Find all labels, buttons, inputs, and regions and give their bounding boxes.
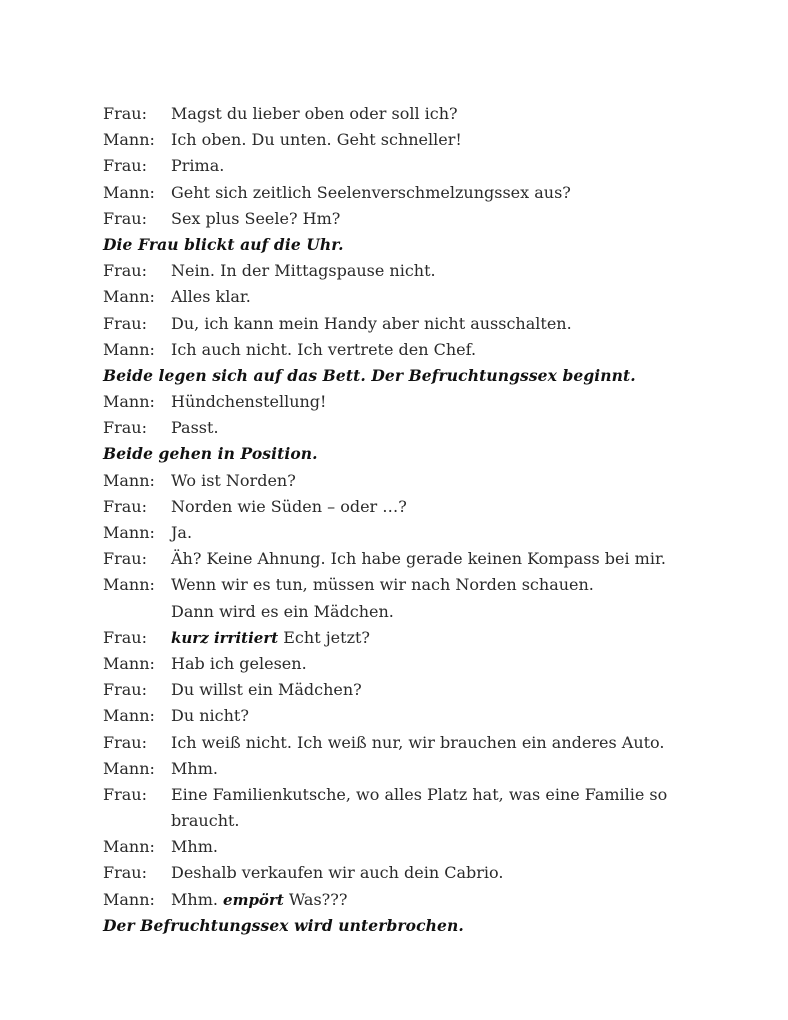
speaker-label: Frau:	[103, 680, 147, 700]
speech	[171, 101, 458, 127]
speech-text: Du willst ein Mädchen?	[171, 680, 362, 700]
speech	[171, 651, 307, 677]
dialogue-line	[103, 337, 703, 363]
speaker-label: Mann:	[103, 287, 155, 307]
speech-text: Was???	[283, 889, 348, 909]
speaker-label: Mann:	[103, 758, 155, 778]
stage-direction	[103, 913, 703, 939]
speech	[171, 468, 296, 494]
speech-text: Eine Familienkutsche, wo alles Platz hat, was eine Familie so	[171, 784, 668, 804]
dialogue-line	[103, 572, 703, 598]
dialogue-line	[103, 258, 703, 284]
speech	[171, 730, 665, 756]
speech	[171, 808, 240, 834]
speaker-label: Frau:	[103, 261, 147, 281]
speech-text: Wo ist Norden?	[171, 470, 296, 490]
stage-direction	[103, 232, 703, 258]
dialogue-line	[103, 808, 703, 834]
inline-stage-direction: empört	[223, 890, 284, 909]
dialogue-line	[103, 206, 703, 232]
dialogue-line	[103, 834, 703, 860]
speech-text: Wenn wir es tun, müssen wir nach Norden schauen.	[171, 575, 594, 595]
speech	[171, 887, 347, 913]
dialogue-line	[103, 730, 703, 756]
speech-text: Du nicht?	[171, 706, 249, 726]
speech	[171, 311, 572, 337]
speech	[171, 834, 218, 860]
speaker-label: Frau:	[103, 418, 147, 438]
speaker-label: Frau:	[103, 313, 147, 333]
speech	[171, 389, 326, 415]
speech	[171, 860, 503, 886]
speech	[171, 782, 667, 808]
dialogue-line	[103, 180, 703, 206]
speaker-label: Frau:	[103, 496, 147, 516]
speaker-label: Frau:	[103, 732, 147, 752]
speech-text: Äh? Keine Ahnung. Ich habe gerade keinen Kompass bei mir.	[171, 549, 666, 569]
speech	[171, 677, 362, 703]
speech	[171, 284, 251, 310]
dialogue-line	[103, 127, 703, 153]
dialogue-line	[103, 311, 703, 337]
speech-text: Passt.	[171, 418, 219, 438]
dialogue-line	[103, 756, 703, 782]
dialogue-line	[103, 625, 703, 651]
dialogue-line	[103, 651, 703, 677]
speaker-label: Mann:	[103, 470, 155, 490]
speech	[171, 127, 462, 153]
speech-text: Deshalb verkaufen wir auch dein Cabrio.	[171, 863, 504, 883]
speech-text: Prima.	[171, 156, 225, 176]
dialogue-line	[103, 520, 703, 546]
speaker-label: Frau:	[103, 784, 147, 804]
speech	[171, 206, 340, 232]
dialogue-line	[103, 546, 703, 572]
script-page	[103, 101, 703, 939]
dialogue-line	[103, 153, 703, 179]
speech-text: Nein. In der Mittagspause nicht.	[171, 261, 436, 281]
speaker-label: Frau:	[103, 104, 147, 123]
speech	[171, 625, 370, 651]
dialogue-line	[103, 494, 703, 520]
speaker-label: Mann:	[103, 575, 155, 595]
speaker-label: Frau:	[103, 627, 147, 647]
speech-text: Ich oben. Du unten. Geht schneller!	[171, 130, 462, 150]
speaker-label: Mann:	[103, 182, 155, 202]
dialogue-line	[103, 887, 703, 913]
speaker-label: Frau:	[103, 208, 147, 228]
speaker-label: Frau:	[103, 549, 147, 569]
dialogue-line	[103, 599, 703, 625]
speech-text: braucht.	[171, 811, 240, 831]
speech	[171, 756, 218, 782]
speech-text: Ich auch nicht. Ich vertrete den Chef.	[171, 339, 477, 359]
speech	[171, 599, 394, 625]
dialogue-line	[103, 703, 703, 729]
dialogue-line	[103, 468, 703, 494]
speech	[171, 546, 666, 572]
speech	[171, 180, 571, 206]
speaker-label: Mann:	[103, 523, 155, 542]
speech-text: Magst du lieber oben oder soll ich?	[171, 104, 458, 123]
speech	[171, 337, 476, 363]
stage-direction	[103, 363, 703, 389]
speech	[171, 494, 407, 520]
speech	[171, 703, 249, 729]
speech	[171, 153, 224, 179]
speech-text: Alles klar.	[171, 287, 251, 307]
stage-direction-text: Beide gehen in Position.	[103, 444, 318, 464]
stage-direction-text: Beide legen sich auf das Bett. Der Befruchtungssex beginnt.	[103, 365, 636, 385]
dialogue-line	[103, 101, 703, 127]
speaker-label: Mann:	[103, 339, 155, 359]
dialogue-line	[103, 415, 703, 441]
stage-direction-text: Der Befruchtungssex wird unterbrochen.	[103, 915, 464, 935]
speech-text: Hab ich gelesen.	[171, 653, 307, 673]
stage-direction	[103, 441, 703, 467]
speech-text: Norden wie Süden – oder …?	[171, 496, 407, 516]
speech-text: Ja.	[171, 523, 193, 542]
stage-direction-text: Die Frau blickt auf die Uhr.	[103, 234, 344, 254]
dialogue-line	[103, 677, 703, 703]
speech	[171, 572, 594, 598]
speech-text: Du, ich kann mein Handy aber nicht ausschalten.	[171, 313, 572, 333]
dialogue-line	[103, 860, 703, 886]
speech-text: Echt jetzt?	[278, 627, 370, 647]
speech	[171, 520, 192, 546]
speech	[171, 415, 219, 441]
speaker-label: Mann:	[103, 706, 155, 726]
speaker-label: Frau:	[103, 863, 147, 883]
dialogue-line	[103, 782, 703, 808]
inline-stage-direction: kurz irritiert	[171, 628, 279, 647]
speech-text: Mhm.	[171, 837, 218, 857]
speech-text: Ich weiß nicht. Ich weiß nur, wir brauchen ein anderes Auto.	[171, 732, 665, 752]
dialogue-line	[103, 389, 703, 415]
speech-prefix: Mhm.	[171, 889, 224, 909]
speech-text: Dann wird es ein Mädchen.	[171, 601, 394, 621]
speech-text: Hündchenstellung!	[171, 392, 327, 412]
speaker-label: Mann:	[103, 130, 155, 150]
speaker-label: Mann:	[103, 392, 155, 412]
speaker-label: Mann:	[103, 653, 155, 673]
speech	[171, 258, 436, 284]
speaker-label: Mann:	[103, 837, 155, 857]
speaker-label: Mann:	[103, 889, 155, 909]
dialogue-line	[103, 284, 703, 310]
speech-text: Geht sich zeitlich Seelenverschmelzungssex aus?	[171, 182, 571, 202]
speaker-label: Frau:	[103, 156, 147, 176]
speech-text: Mhm.	[171, 758, 218, 778]
speech-text: Sex plus Seele? Hm?	[171, 208, 341, 228]
